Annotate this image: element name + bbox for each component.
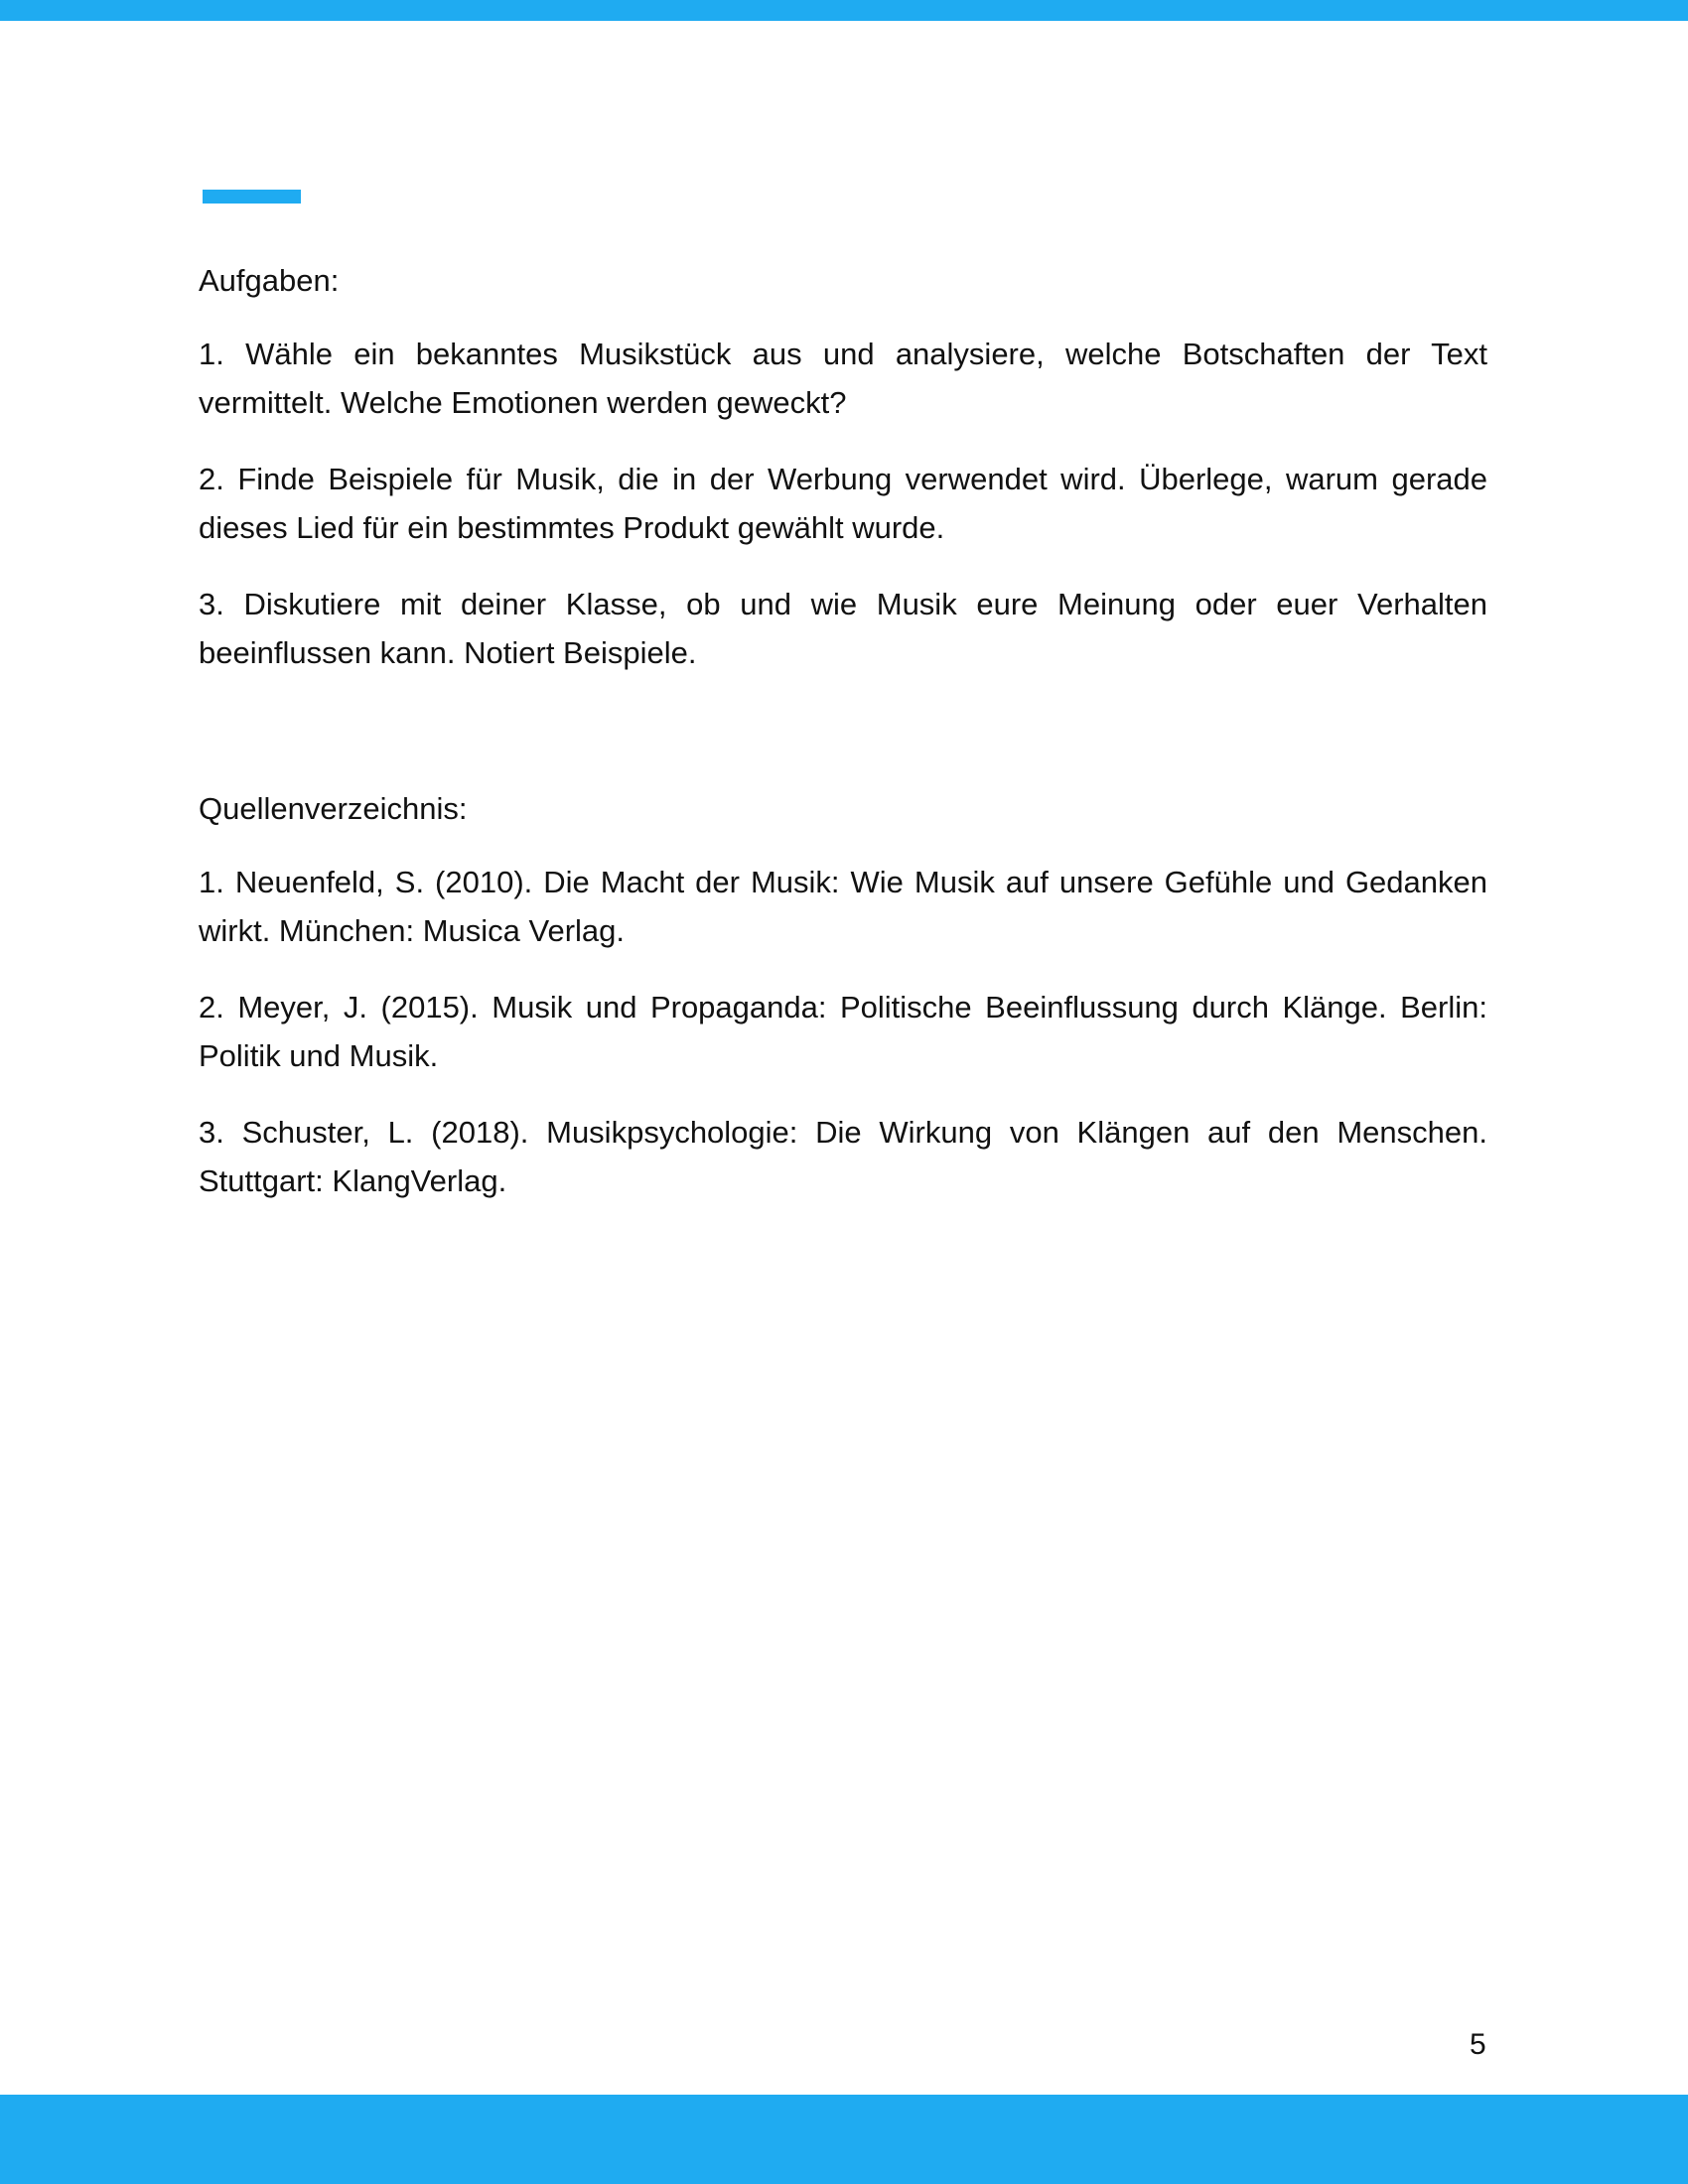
task-item: 2. Finde Beispiele für Musik, die in der Werbung verwendet wird. Überlege, warum gerade dieses Lied für ein bestimmtes Produkt gewählt wurde. bbox=[199, 462, 1487, 545]
sources-heading: Quellenverzeichnis: bbox=[199, 791, 468, 826]
tasks-heading: Aufgaben: bbox=[199, 263, 340, 298]
bottom-accent-band bbox=[0, 2095, 1688, 2184]
page-number: 5 bbox=[1470, 2028, 1486, 2061]
source-item: 1. Neuenfeld, S. (2010). Die Macht der Musik: Wie Musik auf unsere Gefühle und Gedanken wirkt. München: Musica Verlag. bbox=[199, 865, 1487, 948]
top-accent-band bbox=[0, 0, 1688, 21]
section-accent-bar bbox=[203, 190, 301, 204]
tasks-section bbox=[199, 260, 1487, 677]
source-item: 2. Meyer, J. (2015). Musik und Propaganda: Politische Beeinflussung durch Klänge. Berlin: Politik und Musik. bbox=[199, 990, 1487, 1073]
task-item: 1. Wähle ein bekanntes Musikstück aus und analysiere, welche Botschaften der Text vermittelt. Welche Emotionen werden geweckt? bbox=[199, 337, 1487, 420]
page-content bbox=[199, 260, 1487, 1205]
task-item: 3. Diskutiere mit deiner Klasse, ob und wie Musik eure Meinung oder euer Verhalten beeinflussen kann. Notiert Beispiele. bbox=[199, 587, 1487, 670]
source-item: 3. Schuster, L. (2018). Musikpsychologie: Die Wirkung von Klängen auf den Menschen. Stuttgart: KlangVerlag. bbox=[199, 1115, 1487, 1198]
sources-section bbox=[199, 788, 1487, 1205]
